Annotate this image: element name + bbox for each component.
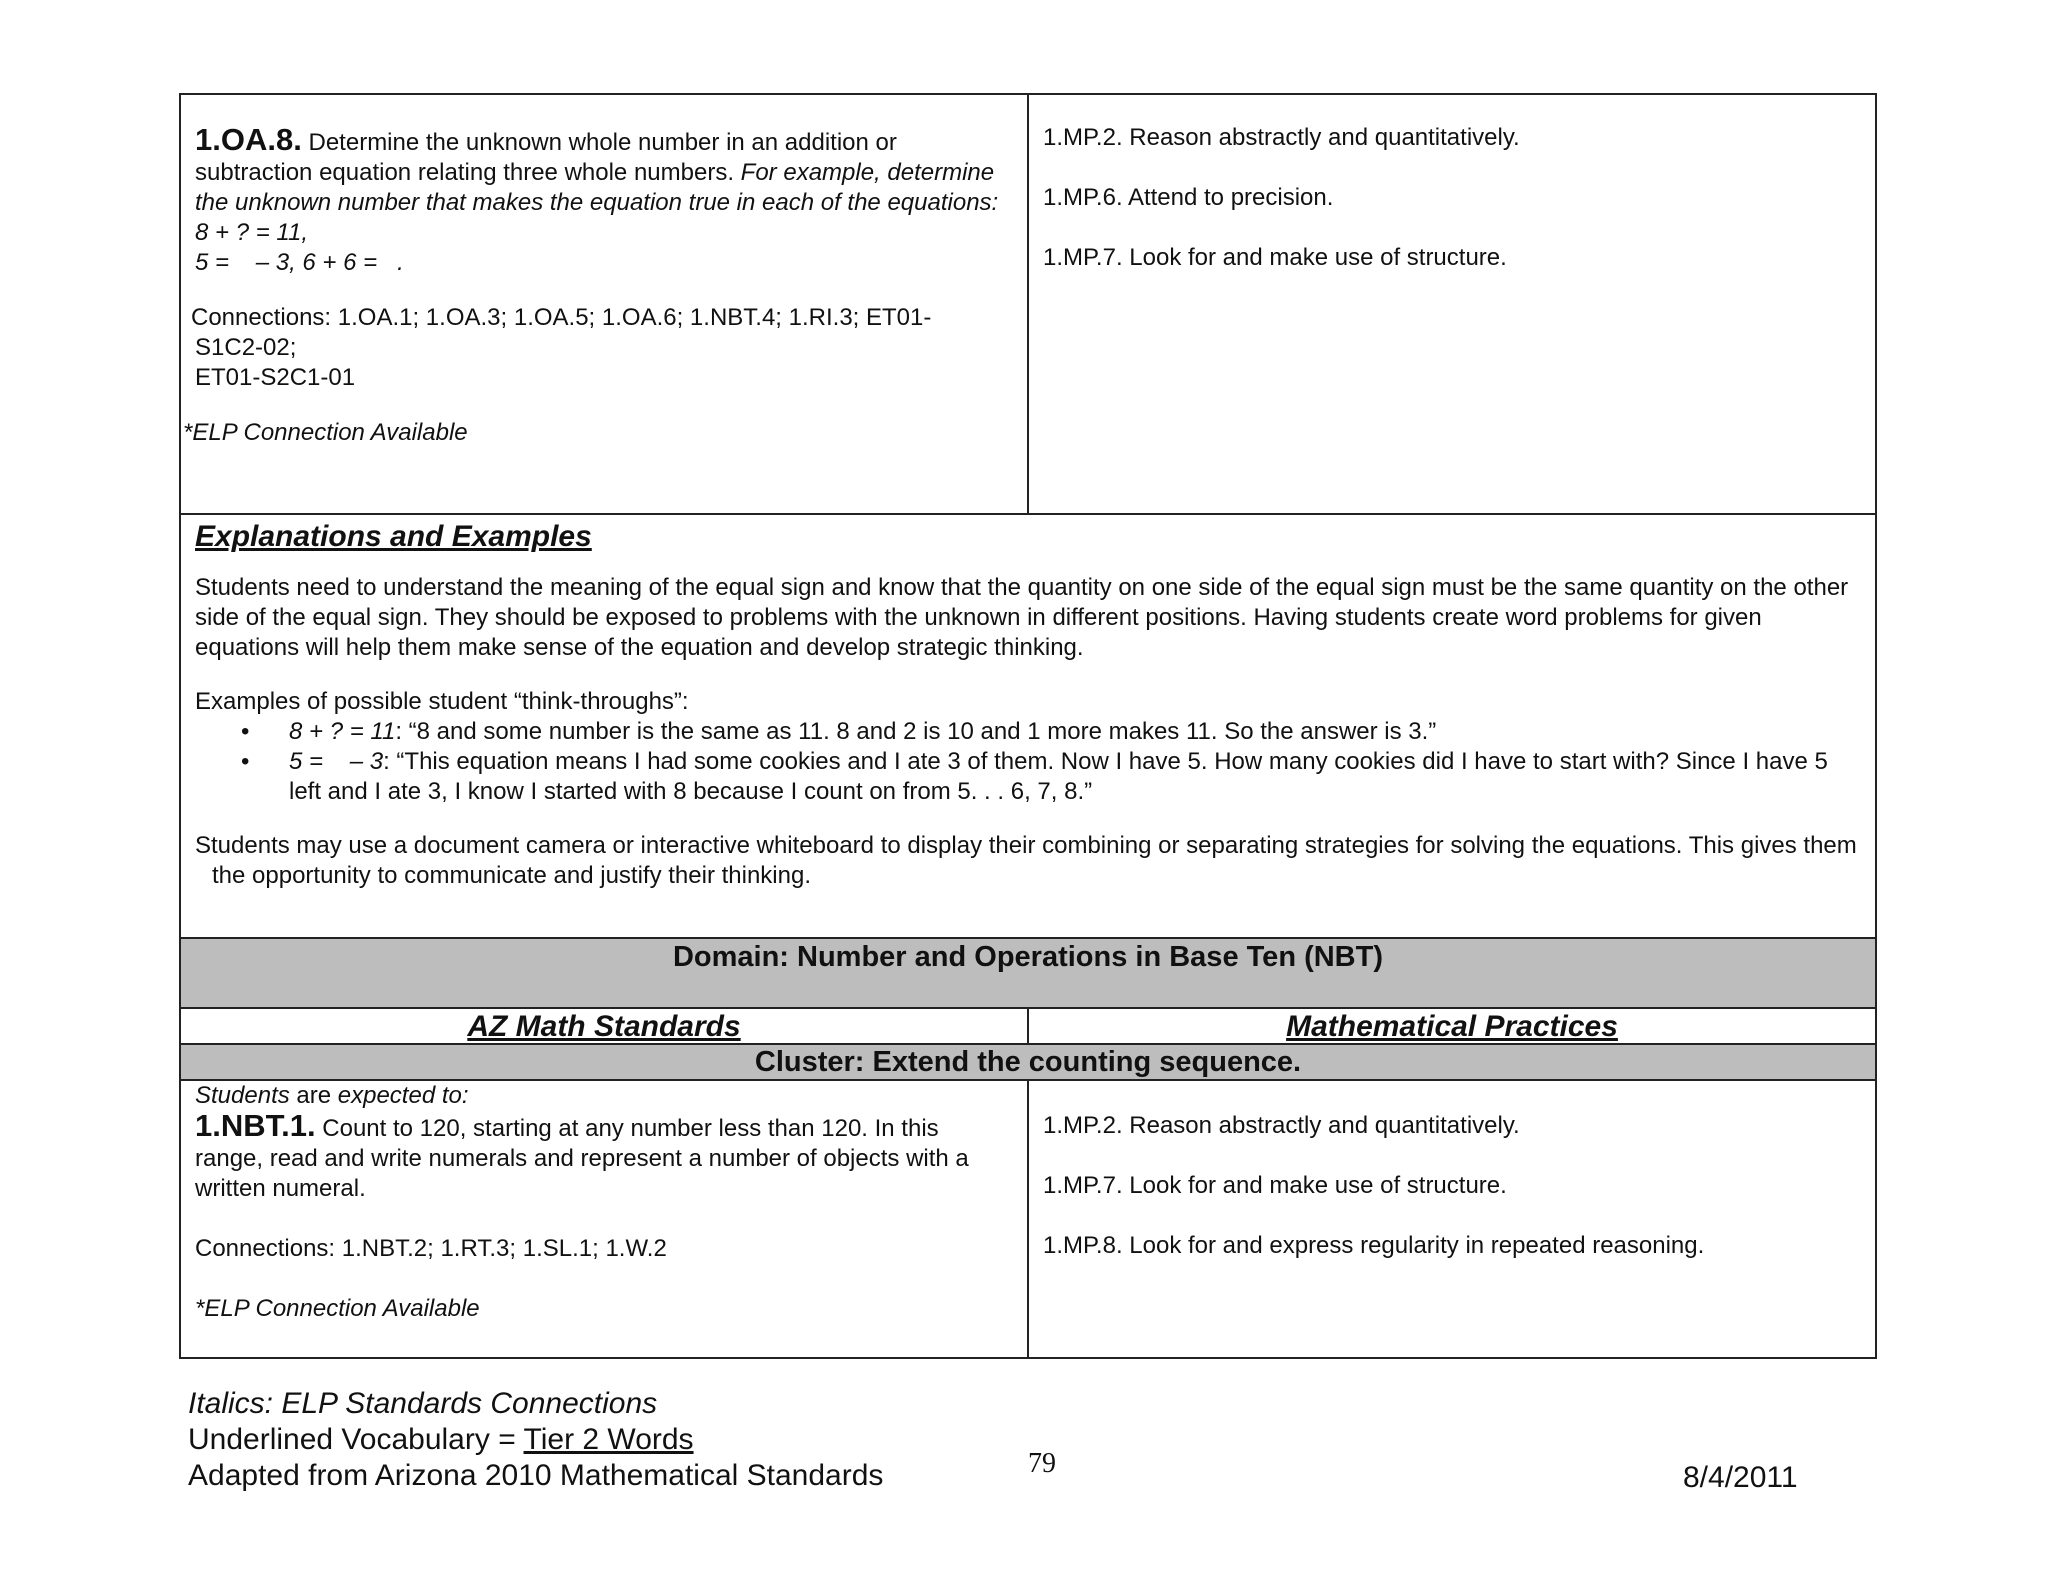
explanations-cell <box>181 515 1875 937</box>
practices-cell <box>1029 95 1875 513</box>
bullet-icon: • <box>241 748 250 775</box>
practice-item: 1.MP.2. Reason abstractly and quantitatively. <box>1043 1112 1520 1139</box>
practice-item: 1.MP.2. Reason abstractly and quantitatively. <box>1043 124 1520 151</box>
connections-line: ET01-S2C1-01 <box>195 364 356 391</box>
example-text: : “This equation means I had some cookies and I ate 3 of them. Now I have 5. How many cookies did I have to start with? Since I have 5 left and I ate 3, I know I started with 8 because I count on from 5. . . 6, 7, 8.” <box>289 748 1828 805</box>
practice-item: 1.MP.7. Look for and make use of structure. <box>1043 244 1507 271</box>
example-item <box>195 717 1861 747</box>
elp-connection-note: *ELP Connection Available <box>183 419 468 446</box>
examples-list <box>195 717 1861 807</box>
connections-line: Connections: 1.OA.1; 1.OA.3; 1.OA.5; 1.OA.6; 1.NBT.4; 1.RI.3; ET01- <box>191 304 932 331</box>
connections-line: S1C2-02; <box>195 334 297 361</box>
examples-intro: Examples of possible student “think-throughs”: <box>195 688 689 715</box>
standard-description: Count to 120, starting at any number less than 120. In this range, read and write numerals and represent a number of objects with a written numeral. <box>195 1115 969 1202</box>
domain-row <box>181 939 1875 1009</box>
footer-vocab-prefix: Underlined Vocabulary = <box>188 1423 524 1456</box>
footer-date: 8/4/2011 <box>1683 1461 1798 1494</box>
footer-vocabulary-note <box>188 1422 883 1458</box>
bullet-icon: • <box>241 718 250 745</box>
cluster-heading: Cluster: Extend the counting sequence. <box>754 1046 1302 1078</box>
explanations-row <box>181 515 1875 939</box>
page-number: 79 <box>1028 1448 1056 1479</box>
standard-code: 1.OA.8. <box>195 122 302 157</box>
footer-italics-note: Italics: ELP Standards Connections <box>188 1387 658 1420</box>
intro-expected: expected to: <box>337 1082 469 1109</box>
standard-description: Determine the unknown whole number in an addition or subtraction equation relating three whole numbers. <box>195 129 897 186</box>
standard-cell <box>181 1081 1029 1357</box>
standard-text <box>195 122 1011 248</box>
standard-row-oa8 <box>181 95 1875 515</box>
header-az-math-standards: AZ Math Standards <box>181 1009 1029 1043</box>
header-mathematical-practices: Mathematical Practices <box>1286 1010 1618 1043</box>
example-text: : “8 and some number is the same as 11. 8 and 2 is 10 and 1 more makes 11. So the answer is 3.” <box>395 718 1437 745</box>
standard-cell <box>181 95 1029 513</box>
practice-item: 1.MP.6. Attend to precision. <box>1043 184 1334 211</box>
explanations-title: Explanations and Examples <box>195 520 592 553</box>
footer-notes <box>188 1386 883 1494</box>
explanations-paragraph: Students may use a document camera or interactive whiteboard to display their combining or separating strategies for solving the equations. This gives them the opportunity to communicate and justify their thinking. <box>195 832 1857 889</box>
connections: Connections: 1.NBT.2; 1.RT.3; 1.SL.1; 1.W.2 <box>195 1235 667 1262</box>
standard-code: 1.NBT.1. <box>195 1108 316 1143</box>
cluster-row <box>181 1045 1875 1081</box>
elp-connection-note: *ELP Connection Available <box>195 1295 480 1322</box>
practice-item: 1.MP.7. Look for and make use of structure. <box>1043 1172 1507 1199</box>
standard-example: For example, determine the unknown number that makes the equation true in each of the equations: 8 + ? = 11, <box>195 159 999 246</box>
practices-cell <box>1029 1081 1875 1357</box>
domain-heading: Domain: Number and Operations in Base Ten (NBT) <box>672 941 1384 973</box>
column-headers-row <box>181 1009 1875 1045</box>
explanations-paragraph: Students need to understand the meaning of the equal sign and know that the quantity on one side of the equal sign must be the same quantity on the other side of the equal sign. They should be exposed to problems with the unknown in different positions. Having students create word problems for given equations will help them make sense of the equation and develop strategic thinking. <box>195 574 1849 661</box>
example-equation: 8 + ? = 11 <box>289 718 396 745</box>
example-equation: 5 = – 3 <box>289 748 384 775</box>
practice-item: 1.MP.8. Look for and express regularity in repeated reasoning. <box>1043 1232 1705 1259</box>
intro-students: Students <box>195 1082 290 1109</box>
connections <box>191 303 1011 393</box>
students-expected-intro <box>195 1081 1011 1111</box>
example-item <box>195 747 1861 807</box>
standard-row-nbt1 <box>181 1081 1875 1357</box>
footer-tier2-words: Tier 2 Words <box>523 1423 694 1456</box>
standards-table <box>179 93 1877 1359</box>
standard-equations: 5 = – 3, 6 + 6 = . <box>195 249 404 276</box>
footer-source: Adapted from Arizona 2010 Mathematical Standards <box>188 1459 884 1492</box>
standard-text <box>195 1108 1011 1204</box>
intro-are: are <box>289 1082 338 1109</box>
